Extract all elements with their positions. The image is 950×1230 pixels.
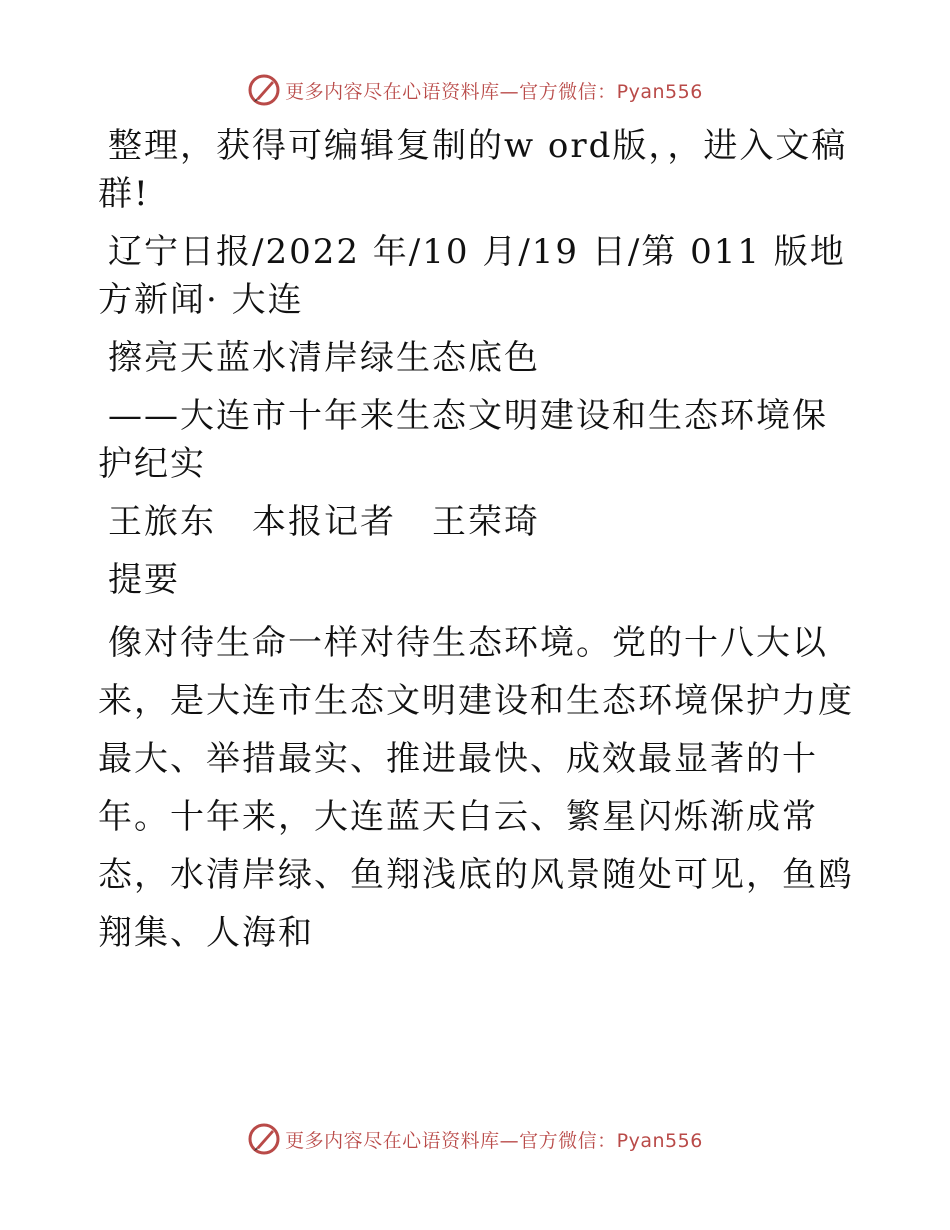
summary-label: 提要 [108,560,180,600]
article-subtitle: ——大连市十年来生态文明建设和生态环境保护纪实 [98,396,828,484]
article-title: 擦亮天蓝水清岸绿生态底色 [108,338,540,378]
footer-watermark-text: 更多内容尽在心语资料库—官方微信：Pyan556 [285,1129,703,1152]
footer-watermark-banner [0,1117,950,1161]
quill-pen-logo-icon [247,1122,281,1156]
header-watermark-text: 更多内容尽在心语资料库—官方微信：Pyan556 [285,80,703,103]
quill-pen-logo-icon [247,73,281,107]
article-authors: 王旅东 本报记者 王荣琦 [108,502,540,542]
document-body [98,122,858,972]
source-line: 辽宁日报/2022 年/10 月/19 日/第 011 版地方新闻· 大连 [98,232,846,320]
header-watermark-banner [0,68,950,112]
intro-paragraph: 整理，获得可编辑复制的w ord版，，进入文稿群! [98,126,848,214]
summary-paragraph: 像对待生命一样对待生态环境。党的十八大以来，是大连市生态文明建设和生态环境保护力度最大、举措最实、推进最快、成效最显著的十年。十年来，大连蓝天白云、繁星闪烁渐成常态，水清岸绿、鱼翔浅底的风景随处可见，鱼鸥翔集、人海和 [98,623,854,953]
